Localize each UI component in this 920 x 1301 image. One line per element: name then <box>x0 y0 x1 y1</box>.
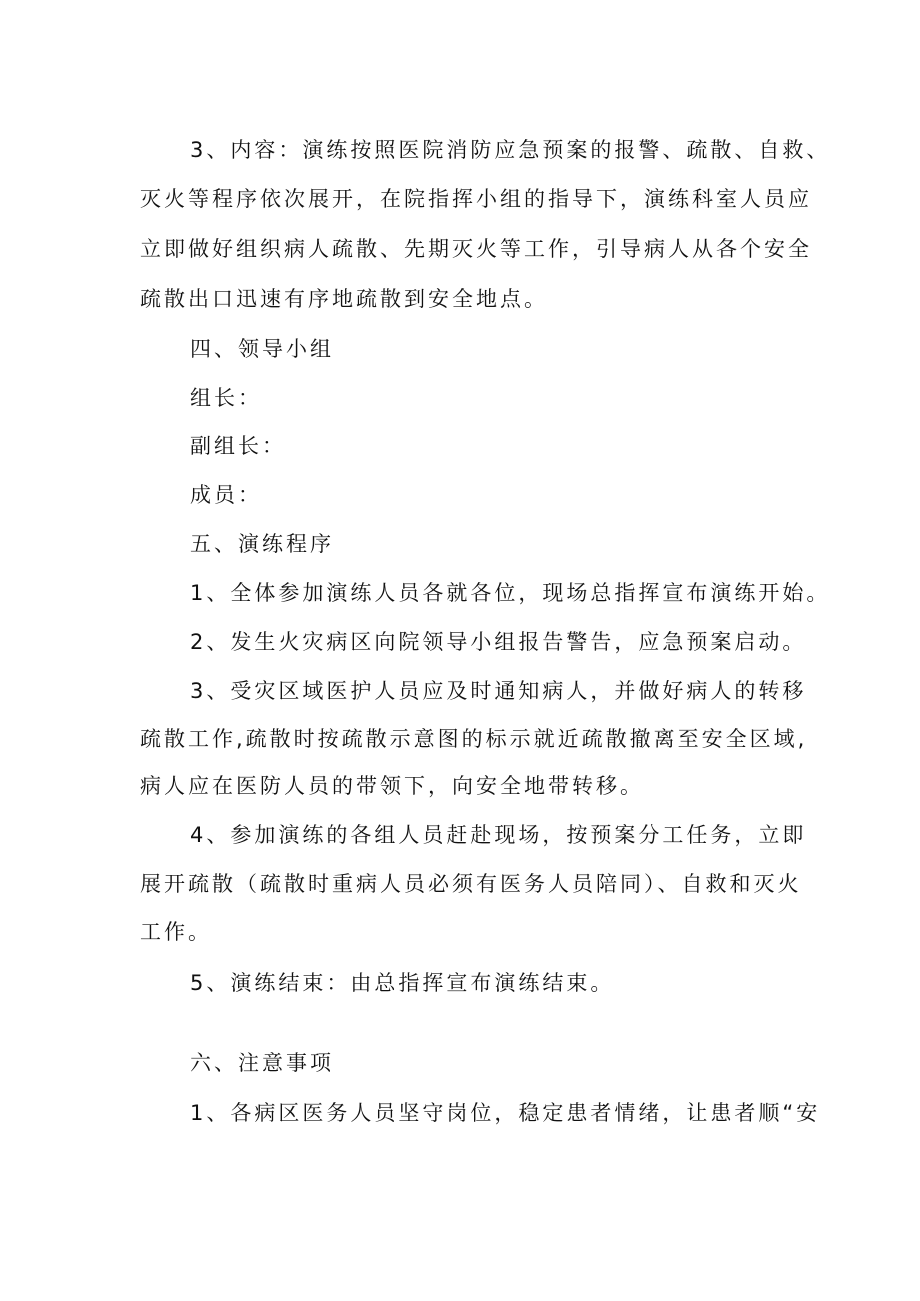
content-paragraph-line-4: 疏散出口迅速有序地疏散到安全地点。 <box>140 287 548 311</box>
procedure-step-2: 2、发生火灾病区向院领导小组报告警告，应急预案启动。 <box>190 630 807 654</box>
section-heading-leadership: 四、领导小组 <box>190 337 334 361</box>
note-1: 1、各病区医务人员坚守岗位，稳定患者情绪，让患者顺“安 <box>190 1101 821 1125</box>
deputy-leader-field: 副组长： <box>190 434 286 458</box>
leader-field: 组长： <box>190 386 262 410</box>
procedure-step-3-line-1: 3、受灾区域医护人员应及时通知病人，并做好病人的转移 <box>190 679 807 703</box>
procedure-step-3-line-2: 疏散工作,疏散时按疏散示意图的标示就近疏散撤离至安全区域, <box>140 727 808 751</box>
procedure-step-1: 1、全体参加演练人员各就各位，现场总指挥宣布演练开始。 <box>190 581 831 605</box>
section-heading-procedure: 五、演练程序 <box>190 532 334 556</box>
content-paragraph-line-1: 3、内容：演练按照医院消防应急预案的报警、疏散、自救、 <box>190 138 831 162</box>
procedure-step-4-line-1: 4、参加演练的各组人员赶赴现场，按预案分工任务，立即 <box>190 823 807 847</box>
content-paragraph-line-2: 灭火等程序依次展开，在院指挥小组的指导下，演练科室人员应 <box>140 187 812 211</box>
procedure-step-3-line-3: 病人应在医防人员的带领下，向安全地带转移。 <box>140 774 644 798</box>
content-paragraph-line-3: 立即做好组织病人疏散、先期灭火等工作，引导病人从各个安全 <box>140 237 812 261</box>
section-heading-notes: 六、注意事项 <box>190 1051 334 1075</box>
members-field: 成员： <box>190 483 262 507</box>
procedure-step-5: 5、演练结束：由总指挥宣布演练结束。 <box>190 971 615 995</box>
procedure-step-4-line-2: 展开疏散（疏散时重病人员必须有医务人员陪同）、自救和灭火 <box>140 872 802 896</box>
procedure-step-4-line-3: 工作。 <box>140 920 212 944</box>
